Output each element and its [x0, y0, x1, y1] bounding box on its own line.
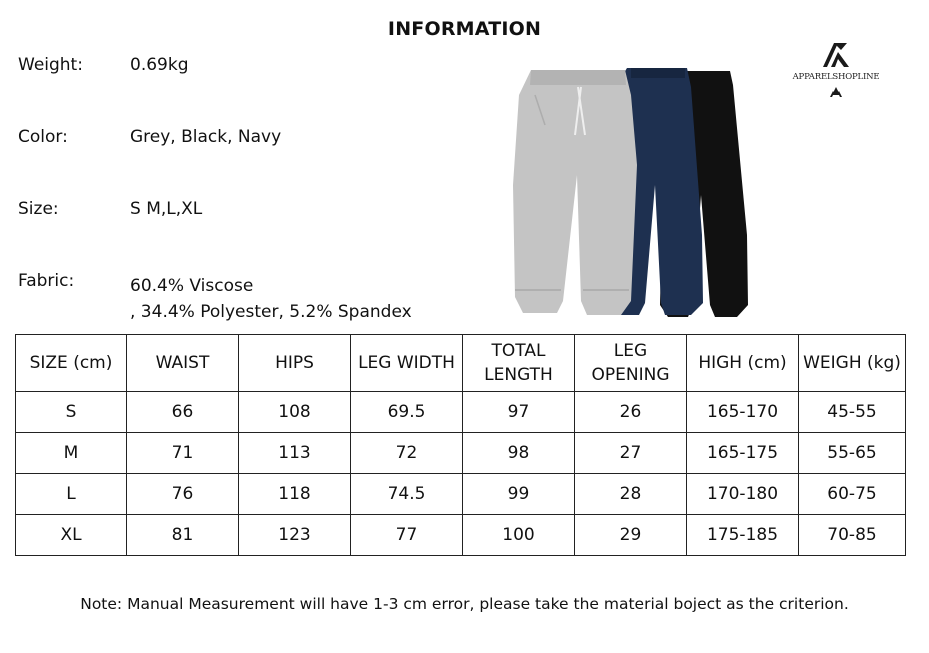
table-cell: 97 [463, 392, 575, 433]
logo-mark-icon [821, 40, 851, 68]
header-cell: HIGH (cm) [687, 335, 799, 392]
color-value: Grey, Black, Navy [130, 127, 282, 147]
table-cell: 170-180 [687, 474, 799, 515]
header-cell: WEIGH (kg) [799, 335, 906, 392]
weight-label: Weight: [18, 55, 83, 75]
table-row [16, 474, 906, 515]
table-cell: 175-185 [687, 515, 799, 556]
header-cell: LEG OPENING [575, 335, 687, 392]
table-cell: 99 [463, 474, 575, 515]
table-cell: 81 [127, 515, 239, 556]
fabric-value-line1: 60.4% Viscose [130, 276, 254, 296]
table-cell: 165-175 [687, 433, 799, 474]
table-cell: 71 [127, 433, 239, 474]
table-cell: S [16, 392, 127, 433]
page-title: INFORMATION [387, 18, 542, 40]
table-cell: 29 [575, 515, 687, 556]
header-cell: TOTAL LENGTH [463, 335, 575, 392]
header-cell: SIZE (cm) [16, 335, 127, 392]
table-row [16, 392, 906, 433]
table-cell: 69.5 [351, 392, 463, 433]
table-cell: 113 [239, 433, 351, 474]
table-cell: 108 [239, 392, 351, 433]
table-cell: 118 [239, 474, 351, 515]
table-cell: M [16, 433, 127, 474]
table-cell: 70-85 [799, 515, 906, 556]
table-cell: 72 [351, 433, 463, 474]
table-cell: 76 [127, 474, 239, 515]
table-cell: 45-55 [799, 392, 906, 433]
header-cell: LEG WIDTH [351, 335, 463, 392]
table-cell: 74.5 [351, 474, 463, 515]
table-row [16, 515, 906, 556]
color-label: Color: [18, 127, 68, 147]
measurement-note: Note: Manual Measurement will have 1-3 cm error, please take the material boject as the criterion. [80, 595, 849, 613]
weight-value: 0.69kg [130, 55, 189, 75]
table-row [16, 433, 906, 474]
brand-logo [786, 40, 886, 101]
size-chart-table [15, 334, 906, 556]
table-header-row [16, 335, 906, 392]
product-image-pants [505, 65, 755, 320]
table-cell: 28 [575, 474, 687, 515]
table-cell: 27 [575, 433, 687, 474]
table-cell: 77 [351, 515, 463, 556]
table-cell: XL [16, 515, 127, 556]
table-cell: 55-65 [799, 433, 906, 474]
table-cell: 66 [127, 392, 239, 433]
size-label: Size: [18, 199, 59, 219]
table-cell: L [16, 474, 127, 515]
logo-small-mark-icon [829, 87, 843, 97]
header-cell: WAIST [127, 335, 239, 392]
fabric-label: Fabric: [18, 271, 75, 291]
header-cell: HIPS [239, 335, 351, 392]
table-cell: 60-75 [799, 474, 906, 515]
table-cell: 98 [463, 433, 575, 474]
table-cell: 165-170 [687, 392, 799, 433]
fabric-value-line2: , 34.4% Polyester, 5.2% Spandex [130, 302, 412, 322]
table-cell: 26 [575, 392, 687, 433]
table-cell: 100 [463, 515, 575, 556]
table-cell: 123 [239, 515, 351, 556]
logo-text: APPARELSHOPLINE [792, 72, 880, 82]
size-value: S M,L,XL [130, 199, 203, 219]
